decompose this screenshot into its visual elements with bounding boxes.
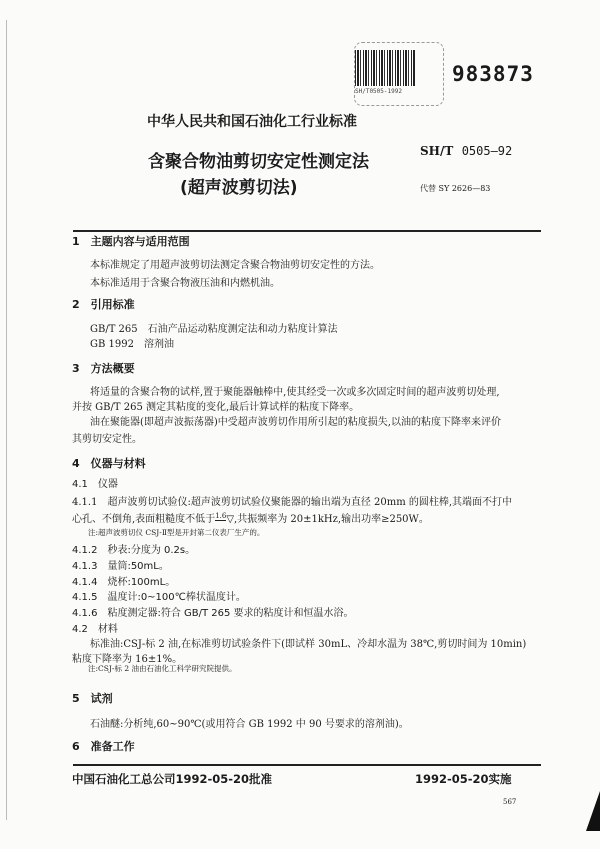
page-number: 567 <box>503 798 517 806</box>
section-heading: 4 仪器与材料 <box>72 457 146 470</box>
clause: 4.1.5 温度计:0~100℃棒状温度计。 <box>72 592 246 603</box>
issuing-body: 中华人民共和国石油化工行业标准 <box>147 114 357 130</box>
clause-text: ,共振频率为 20±1kHz,输出功率≥250W。 <box>234 514 429 525</box>
document-number: 983873 <box>452 62 534 86</box>
clause: 4.1.6 粘度测定器:符合 GB/T 265 要求的粘度计和恒温水浴。 <box>72 608 354 619</box>
paragraph: 本标准规定了用超声波剪切法测定含聚合物油剪切安定性的方法。 <box>90 260 380 271</box>
replaces-note: 代替 SY 2626—83 <box>420 184 491 193</box>
approval-line: 中国石油化工总公司1992-05-20批准 <box>72 772 273 786</box>
clause <box>72 510 429 525</box>
subsection-heading: 4.1 仪器 <box>72 479 118 490</box>
header-divider <box>73 230 541 232</box>
clause: 4.1.4 烧杯:100mL。 <box>72 577 176 588</box>
paragraph: 油在聚能器(即超声波振荡器)中受超声波剪切作用所引起的粘度损失,以油的粘度下降率来评价 <box>90 417 501 428</box>
roughness-triangle-icon: ▽ <box>226 514 235 525</box>
note: 注:CSJ-标 2 油由石油化工科学研究院提供。 <box>88 664 237 673</box>
section-heading: 6 准备工作 <box>72 740 135 753</box>
subsection-heading: 4.2 材料 <box>72 624 118 635</box>
standard-code <box>420 144 512 158</box>
roughness-symbol-icon: 1.6 <box>215 512 227 520</box>
footer-divider <box>73 764 541 766</box>
clause: 4.1.2 秒表:分度为 0.2s。 <box>72 545 196 556</box>
scan-edge <box>6 20 7 820</box>
scan-corner-shadow <box>586 791 600 831</box>
paragraph: 其剪切安定性。 <box>72 434 142 445</box>
barcode-label: SH/T0505-1992 <box>355 88 402 95</box>
standard-number: 0505—92 <box>461 144 513 158</box>
reference-item: GB 1992 溶剂油 <box>90 339 174 350</box>
paragraph: 并按 GB/T 265 测定其粘度的变化,最后计算试样的粘度下降率。 <box>72 402 360 413</box>
barcode-image <box>355 50 415 86</box>
paragraph: 标准油:CSJ-标 2 油,在标准剪切试验条件下(即试样 30mL、冷却水温为 38℃,剪切时间为 10min) <box>90 639 527 650</box>
reference-item: GB/T 265 石油产品运动粘度测定法和动力粘度计算法 <box>90 324 338 335</box>
note: 注:超声波剪切仪 CSJ-Ⅱ型是开封第二仪表厂生产的。 <box>88 528 265 537</box>
clause-text: 心孔、不倒角,表面粗糙度不低于 <box>72 514 216 525</box>
effective-date: 1992-05-20实施 <box>415 772 512 786</box>
section-heading: 2 引用标准 <box>72 298 135 311</box>
paragraph: 石油醚:分析纯,60~90℃(或用符合 GB 1992 中 90 号要求的溶剂油)。 <box>90 719 409 730</box>
paragraph: 粘度下降率为 16±1%。 <box>72 654 183 665</box>
section-heading: 1 主题内容与适用范围 <box>72 235 190 248</box>
clause: 4.1.1 超声波剪切试验仪:超声波剪切试验仪聚能器的输出端为直径 20mm 的圆柱棒,其端面不打中 <box>72 497 513 508</box>
page-title: 含聚合物油剪切安定性测定法 <box>148 152 369 172</box>
standard-prefix: SH/T <box>420 144 454 158</box>
paragraph: 本标准适用于含聚合物液压油和内燃机油。 <box>90 278 280 289</box>
paragraph: 将适量的含聚合物的试样,置于聚能器触棒中,使其经受一次或多次固定时间的超声波剪切处理, <box>90 387 500 398</box>
section-heading: 5 试剂 <box>72 692 113 705</box>
clause: 4.1.3 量筒:50mL。 <box>72 561 169 572</box>
section-heading: 3 方法概要 <box>72 362 135 375</box>
page-subtitle: (超声波剪切法) <box>180 178 298 198</box>
